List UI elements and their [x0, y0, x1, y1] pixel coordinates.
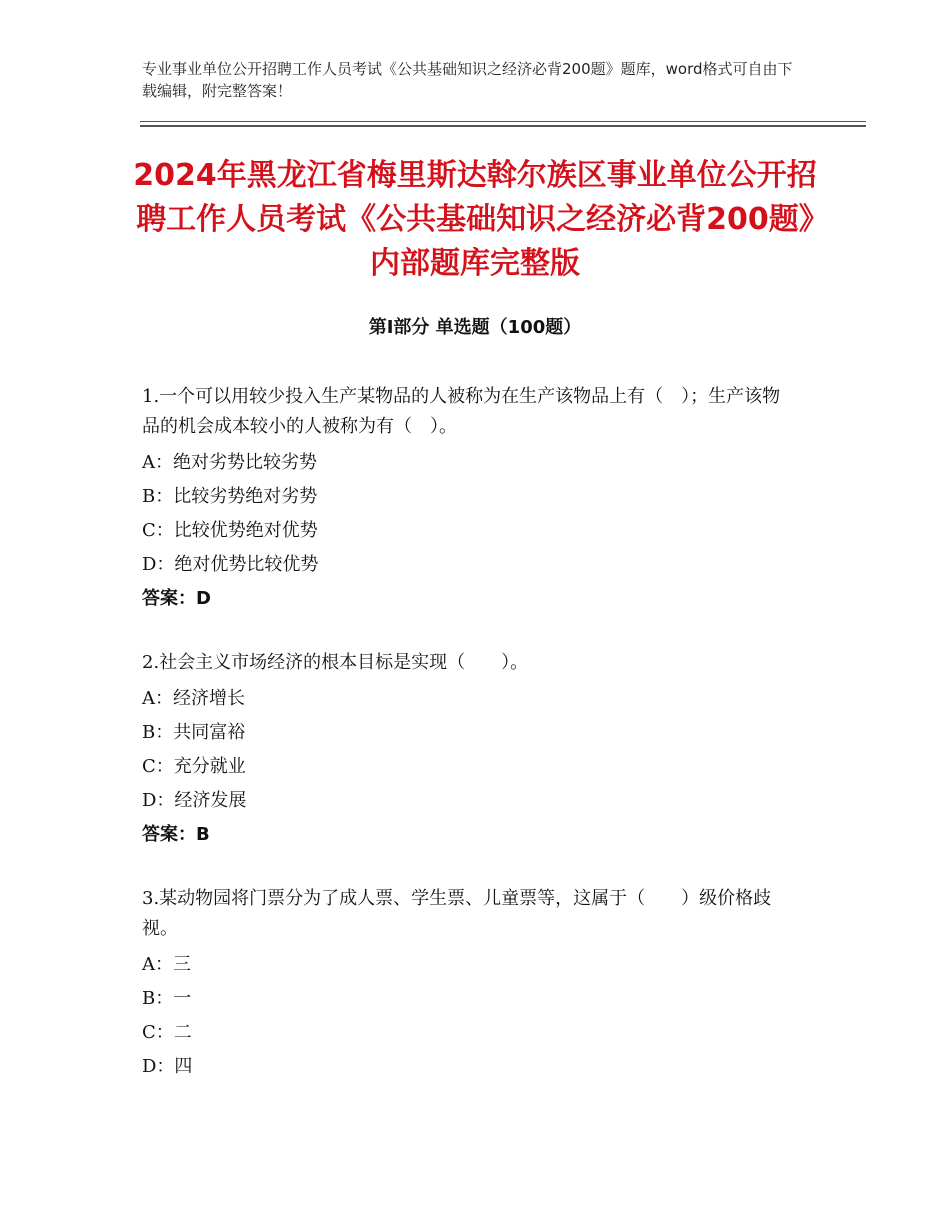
question-stem: 1.一个可以用较少投入生产某物品的人被称为在生产该物品上有（ ）；生产该物品的机会成本较小的人被称为有（ ）。 — [142, 386, 781, 437]
question-stem: 2.社会主义市场经济的根本目标是实现（ ）。 — [142, 652, 529, 673]
header-rule-thin — [140, 121, 866, 122]
option-b: B：比较劣势绝对劣势 — [142, 486, 318, 507]
document-title: 2024年黑龙江省梅里斯达斡尔族区事业单位公开招聘工作人员考试《公共基础知识之经济必背200题》内部题库完整版 — [133, 158, 817, 281]
answer: 答案：B — [142, 824, 210, 845]
option-d: D：四 — [142, 1056, 193, 1077]
question-list — [142, 382, 782, 1116]
option-a: A：经济增长 — [142, 688, 245, 709]
question-2 — [142, 648, 782, 852]
option-b: B：共同富裕 — [142, 722, 246, 743]
option-a: A：绝对劣势比较劣势 — [142, 452, 317, 473]
option-c: C：充分就业 — [142, 756, 246, 777]
answer: 答案：D — [142, 588, 211, 609]
header-rule-thick — [140, 125, 866, 127]
option-b: B：一 — [142, 988, 192, 1009]
option-d: D：经济发展 — [142, 790, 247, 811]
option-c: C：二 — [142, 1022, 192, 1043]
question-1 — [142, 382, 782, 616]
option-d: D：绝对优势比较优势 — [142, 554, 319, 575]
option-c: C：比较优势绝对优势 — [142, 520, 318, 541]
header-note: 专业事业单位公开招聘工作人员考试《公共基础知识之经济必背200题》题库，word格式可自由下载编辑，附完整答案！ — [142, 60, 793, 100]
question-stem: 3.某动物园将门票分为了成人票、学生票、儿童票等，这属于（ ）级价格歧视。 — [142, 888, 772, 939]
option-a: A：三 — [142, 954, 191, 975]
section-title: 第Ⅰ部分 单选题（100题） — [368, 317, 582, 338]
question-3 — [142, 884, 782, 1084]
